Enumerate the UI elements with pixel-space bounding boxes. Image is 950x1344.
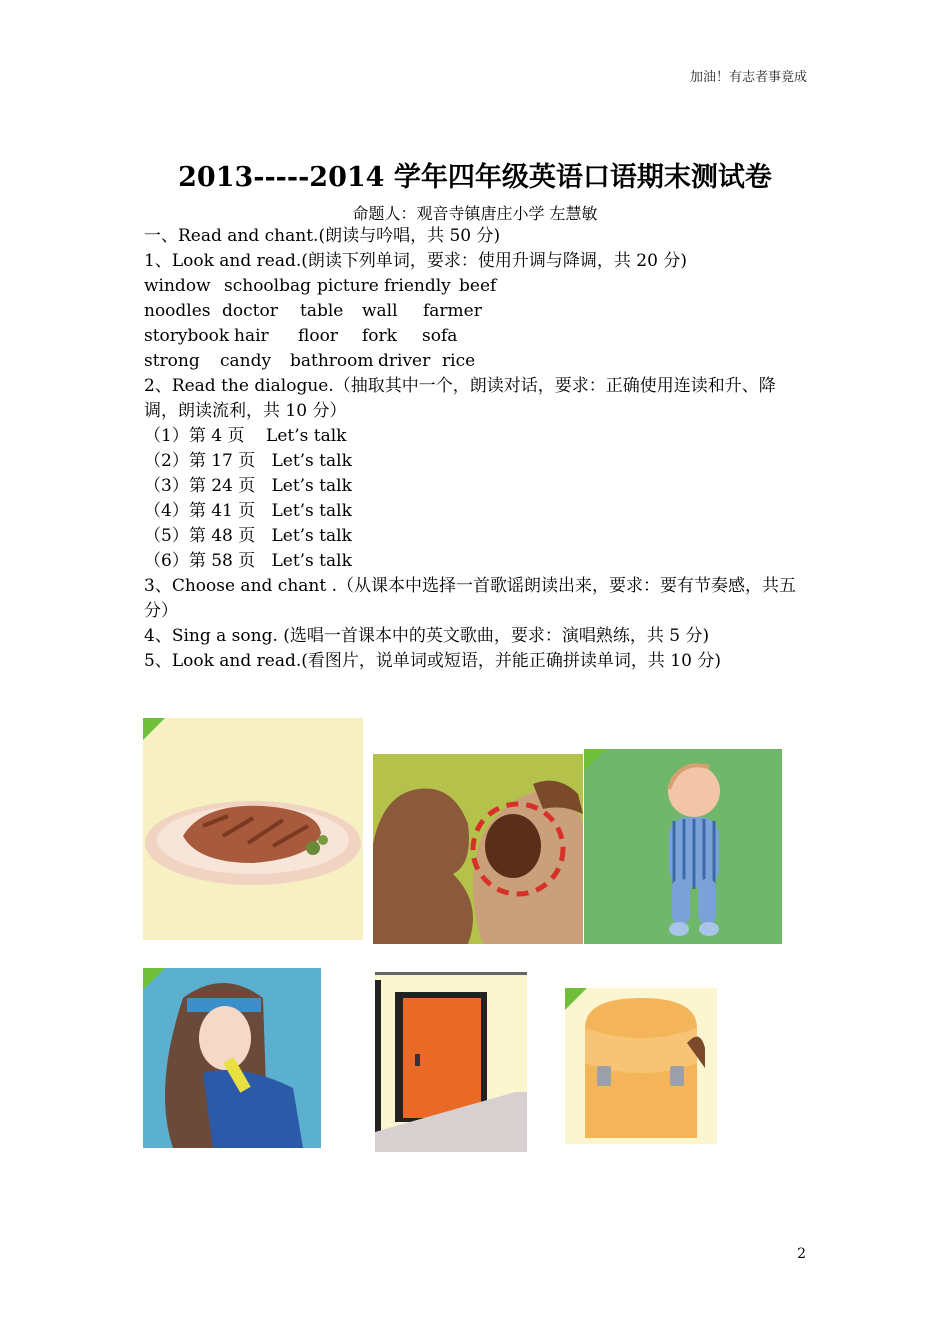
word: farmer: [423, 301, 482, 321]
word: wall: [362, 301, 398, 321]
word: table: [300, 301, 344, 321]
nose-picture: [373, 754, 583, 944]
word: fork: [362, 326, 397, 346]
word: floor: [298, 326, 338, 346]
word-row: [144, 274, 809, 299]
word: hair: [234, 326, 269, 346]
item-2: 2、Read the dialogue.（抽取其中一个，朗读对话，要求：正确使用连读和升、降调，朗读流利，共 10 分）: [144, 376, 776, 421]
word-row: [144, 324, 809, 349]
hair-picture: [143, 968, 321, 1148]
author-line: 命题人：观音寺镇唐庄小学 左慧敏: [352, 204, 598, 223]
word: sofa: [422, 326, 458, 346]
page-number: 2: [797, 1246, 806, 1262]
baby-picture: [584, 749, 782, 944]
exam-content: [144, 224, 809, 674]
word-row: [144, 299, 809, 324]
word: picture: [317, 276, 379, 296]
word: strong: [144, 351, 200, 371]
word: beef: [459, 276, 497, 296]
word-row: [144, 349, 809, 374]
beef-picture: [143, 718, 363, 940]
item-1: 1、Look and read.(朗读下列单词，要求：使用升调与降调，共 20 分): [144, 251, 687, 271]
dialogue-item: （6）第 58 页 Let’s talk: [144, 551, 352, 571]
word: friendly: [384, 276, 451, 296]
item-3: 3、Choose and chant .（从课本中选择一首歌谣朗读出来，要求：要有节奏感，共五分）: [144, 576, 796, 621]
word: candy: [220, 351, 272, 371]
word: window: [144, 276, 211, 296]
schoolbag-picture: [565, 988, 717, 1144]
dialogue-item: （1）第 4 页 Let’s talk: [144, 426, 347, 446]
word: noodles: [144, 301, 211, 321]
word: rice: [442, 351, 476, 371]
word: storybook: [144, 326, 230, 346]
item-4: 4、Sing a song. (选唱一首课本中的英文歌曲，要求：演唱熟练，共 5 分): [144, 626, 710, 646]
dialogue-item: （4）第 41 页 Let’s talk: [144, 501, 352, 521]
word: driver: [378, 351, 431, 371]
dialogue-item: （5）第 48 页 Let’s talk: [144, 526, 352, 546]
page-title: 2013-----2014 学年四年级英语口语期末测试卷: [178, 162, 772, 193]
word: bathroom: [290, 351, 374, 371]
word: doctor: [222, 301, 278, 321]
section-heading: 一、Read and chant.(朗读与吟唱，共 50 分): [144, 226, 501, 246]
dialogue-item: （3）第 24 页 Let’s talk: [144, 476, 352, 496]
item-5: 5、Look and read.(看图片，说单词或短语，并能正确拼读单词，共 10 分): [144, 651, 721, 671]
door-picture: [375, 972, 527, 1152]
header-note: 加油！有志者事竟成: [689, 70, 807, 85]
word: schoolbag: [224, 276, 312, 296]
dialogue-item: （2）第 17 页 Let’s talk: [144, 451, 352, 471]
